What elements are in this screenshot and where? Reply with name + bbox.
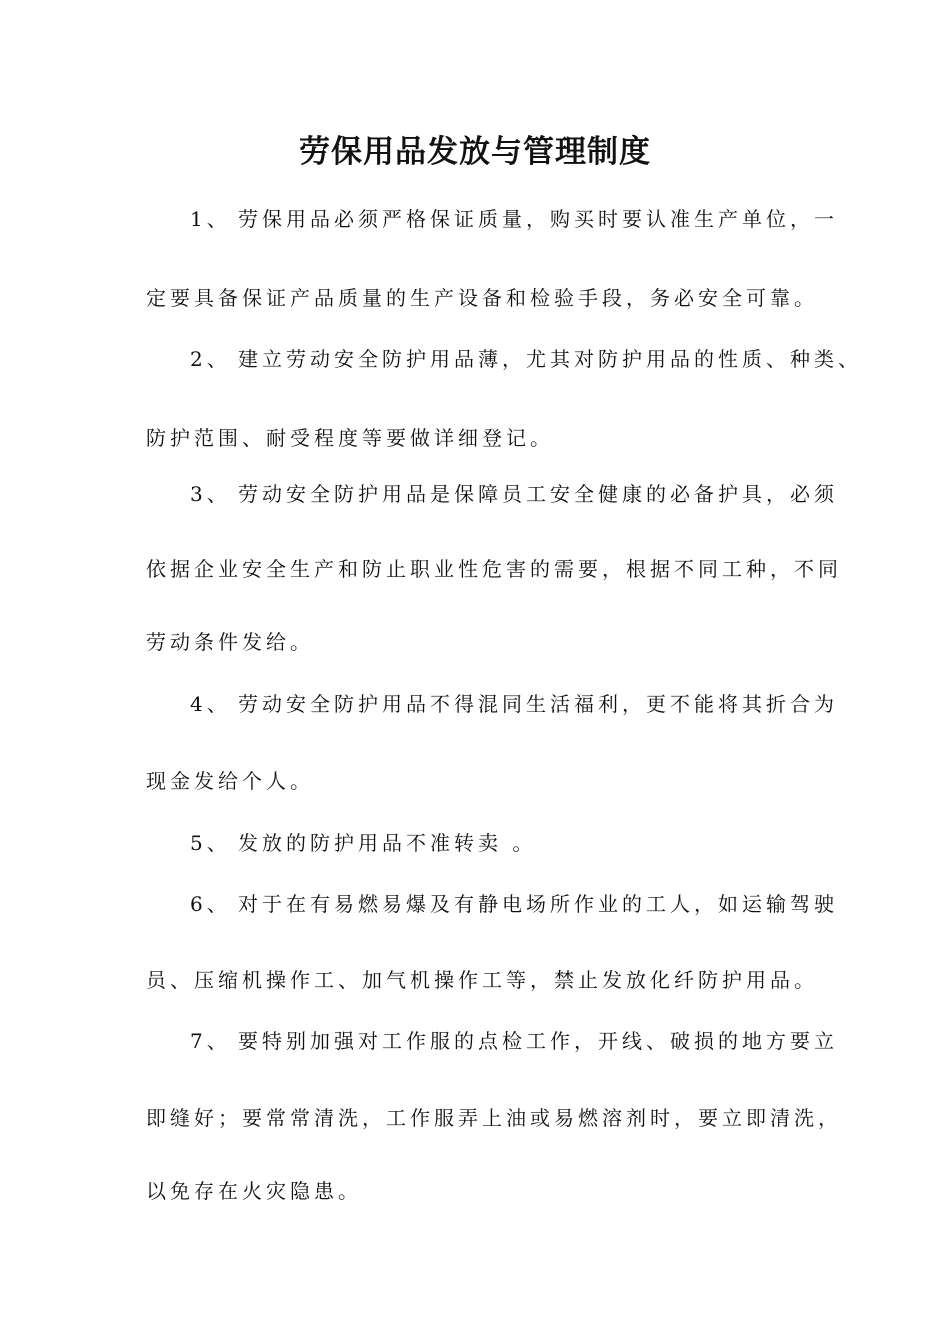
- item-7-line-2: 即缝好；要常常清洗，工作服弄上油或易燃溶剂时，要立即清洗，: [146, 1106, 842, 1130]
- item-text: 要特别加强对工作服的点检工作，开线、破损的地方要立: [238, 1029, 838, 1053]
- item-3-line-3: 劳动条件发给。: [146, 630, 314, 654]
- item-6-line-2: 员、压缩机操作工、加气机操作工等，禁止发放化纤防护用品。: [146, 968, 818, 992]
- item-4-line-2: 现金发给个人。: [146, 769, 314, 793]
- item-text: 劳动安全防护用品是保障员工安全健康的必备护具，必须: [238, 482, 838, 506]
- item-number: 3、: [190, 482, 231, 506]
- item-3-line-1: [190, 480, 838, 508]
- item-number: 6、: [190, 892, 231, 916]
- item-1-line-1: [190, 205, 838, 233]
- item-1-line-2: 定要具备保证产品质量的生产设备和检验手段，务必安全可靠。: [146, 286, 818, 310]
- item-4-line-1: [190, 690, 838, 718]
- item-number: 4、: [190, 692, 231, 716]
- item-7-line-1: [190, 1027, 838, 1055]
- item-2-line-2: 防护范围、耐受程度等要做详细登记。: [146, 426, 554, 450]
- item-text: 发放的防护用品不准转卖 。: [238, 831, 537, 855]
- item-text: 劳保用品必须严格保证质量，购买时要认准生产单位，一: [238, 207, 838, 231]
- item-2-line-1: [190, 345, 862, 373]
- item-text: 建立劳动安全防护用品薄，尤其对防护用品的性质、种类、: [238, 347, 862, 371]
- item-text: 对于在有易燃易爆及有静电场所作业的工人，如运输驾驶: [238, 892, 838, 916]
- document-title: 劳保用品发放与管理制度: [299, 134, 651, 170]
- item-7-line-3: 以免存在火灾隐患。: [146, 1179, 362, 1203]
- item-number: 1、: [190, 207, 231, 231]
- item-number: 2、: [190, 347, 231, 371]
- item-number: 7、: [190, 1029, 231, 1053]
- item-5-line-1: [190, 829, 536, 857]
- item-6-line-1: [190, 890, 838, 918]
- item-text: 劳动安全防护用品不得混同生活福利，更不能将其折合为: [238, 692, 838, 716]
- item-3-line-2: 依据企业安全生产和防止职业性危害的需要，根据不同工种，不同: [146, 557, 842, 581]
- item-number: 5、: [190, 831, 231, 855]
